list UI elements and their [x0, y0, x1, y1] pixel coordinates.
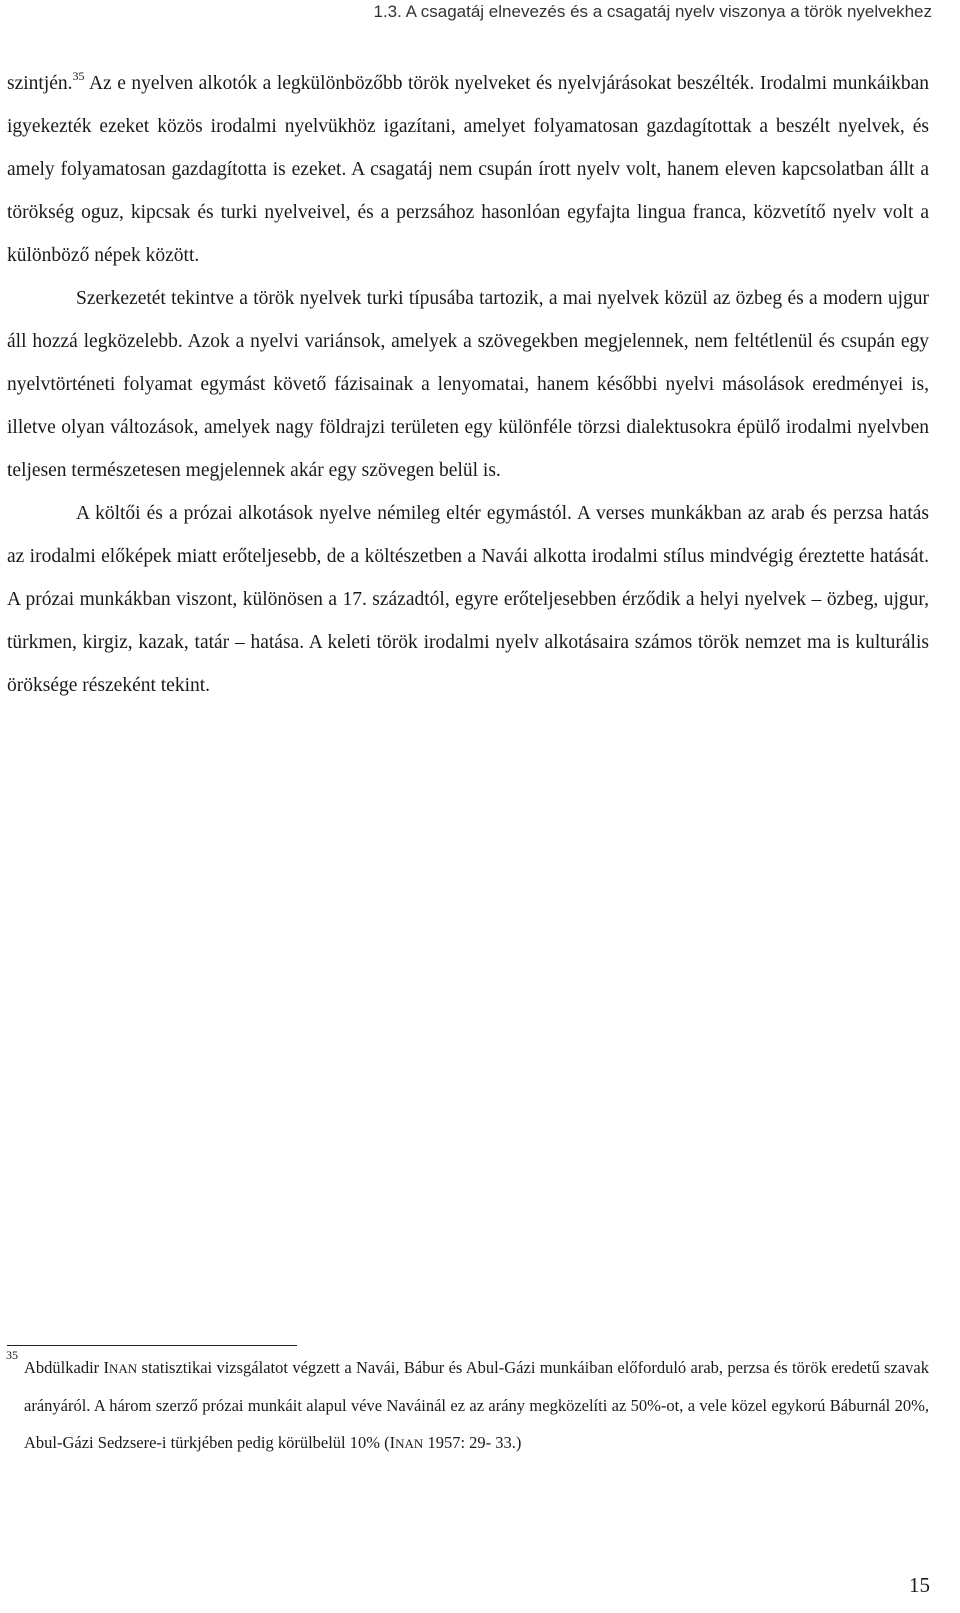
- running-header: 1.3. A csagatáj elnevezés és a csagatáj nyelv viszonya a török nyelvekhez: [373, 2, 932, 21]
- footnote-text-part-2: statisztikai vizsgálatot végzett a Navái, Bábur és Abul-Gázi munkáiban előforduló arab, perzsa és török eredetű szavak arányáról. A három szerző prózai munkáit alapul véve Naváinál ez az arány megközelíti az 50%-ot, a vele közel egykorú Báburnál 20%, Abul-Gázi Sedzsere-i türkjében pedig körülbelül 10% (I: [24, 1358, 929, 1452]
- paragraph-1-text: Az e nyelven alkotók a legkülönbözőbb török nyelveket és nyelvjárásokat beszélték. Irodalmi munkáikban igyekezték ezeket közös irodalmi nyelvükhöz igazítani, amelyet folyamatosan gazdagítottak a beszélt nyelvek, és amely folyamatosan gazdagította is ezeket. A csagatáj nem csupán írott nyelv volt, hanem eleven kapcsolatban állt a törökség oguz, kipcsak és turki nyelveivel, és a perzsához hasonlóan egyfajta lingua franca, közvetítő nyelv volt a különböző népek között.: [7, 73, 929, 266]
- paragraph-1-lead: szintjén.: [7, 73, 73, 94]
- paragraph-1: [7, 62, 929, 277]
- footnote-35: [6, 1348, 929, 1462]
- paragraph-3: A költői és a prózai alkotások nyelve némileg eltér egymástól. A verses munkákban az arab és perzsa hatás az irodalmi előképek miatt erőteljesebb, de a költészetben a Navái alkotta irodalmi stílus mindvégig éreztette hatását. A prózai munkákban viszont, különösen a 17. századtól, egyre erőteljesebben érződik a helyi nyelvek – özbeg, ujgur, türkmen, kirgiz, kazak, tatár – hatása. A keleti török irodalmi nyelv alkotásaira számos török nemzet ma is kulturális öröksége részeként tekint.: [7, 503, 929, 696]
- body-text: [7, 62, 929, 707]
- footnote-author-smallcaps-1: NAN: [109, 1361, 138, 1376]
- footnote-number: 35: [6, 1348, 18, 1362]
- paragraph-2: Szerkezetét tekintve a török nyelvek turki típusába tartozik, a mai nyelvek közül az özbeg és a modern ujgur áll hozzá legközelebb. Azok a nyelvi variánsok, amelyek a szövegekben megjelennek, nem feltétlenül és csupán egy nyelvtörténeti folyamat egymást követő fázisainak a lenyomatai, hanem későbbi nyelvi másolások eredményei is, illetve olyan változások, amelyek nagy földrajzi területen egy különféle törzsi dialektusokra épülő irodalmi nyelvben teljesen természetesen megjelennek akár egy szövegen belül is.: [7, 288, 929, 481]
- footnote-text-part-1: Abdülkadir I: [24, 1358, 110, 1377]
- footnote-separator: [7, 1345, 297, 1346]
- footnote-reference[interactable]: 35: [72, 68, 85, 83]
- footnote-text-part-3: 1957: 29- 33.): [423, 1433, 522, 1452]
- footnote-author-smallcaps-2: NAN: [395, 1436, 424, 1451]
- page-number: 15: [909, 1573, 930, 1597]
